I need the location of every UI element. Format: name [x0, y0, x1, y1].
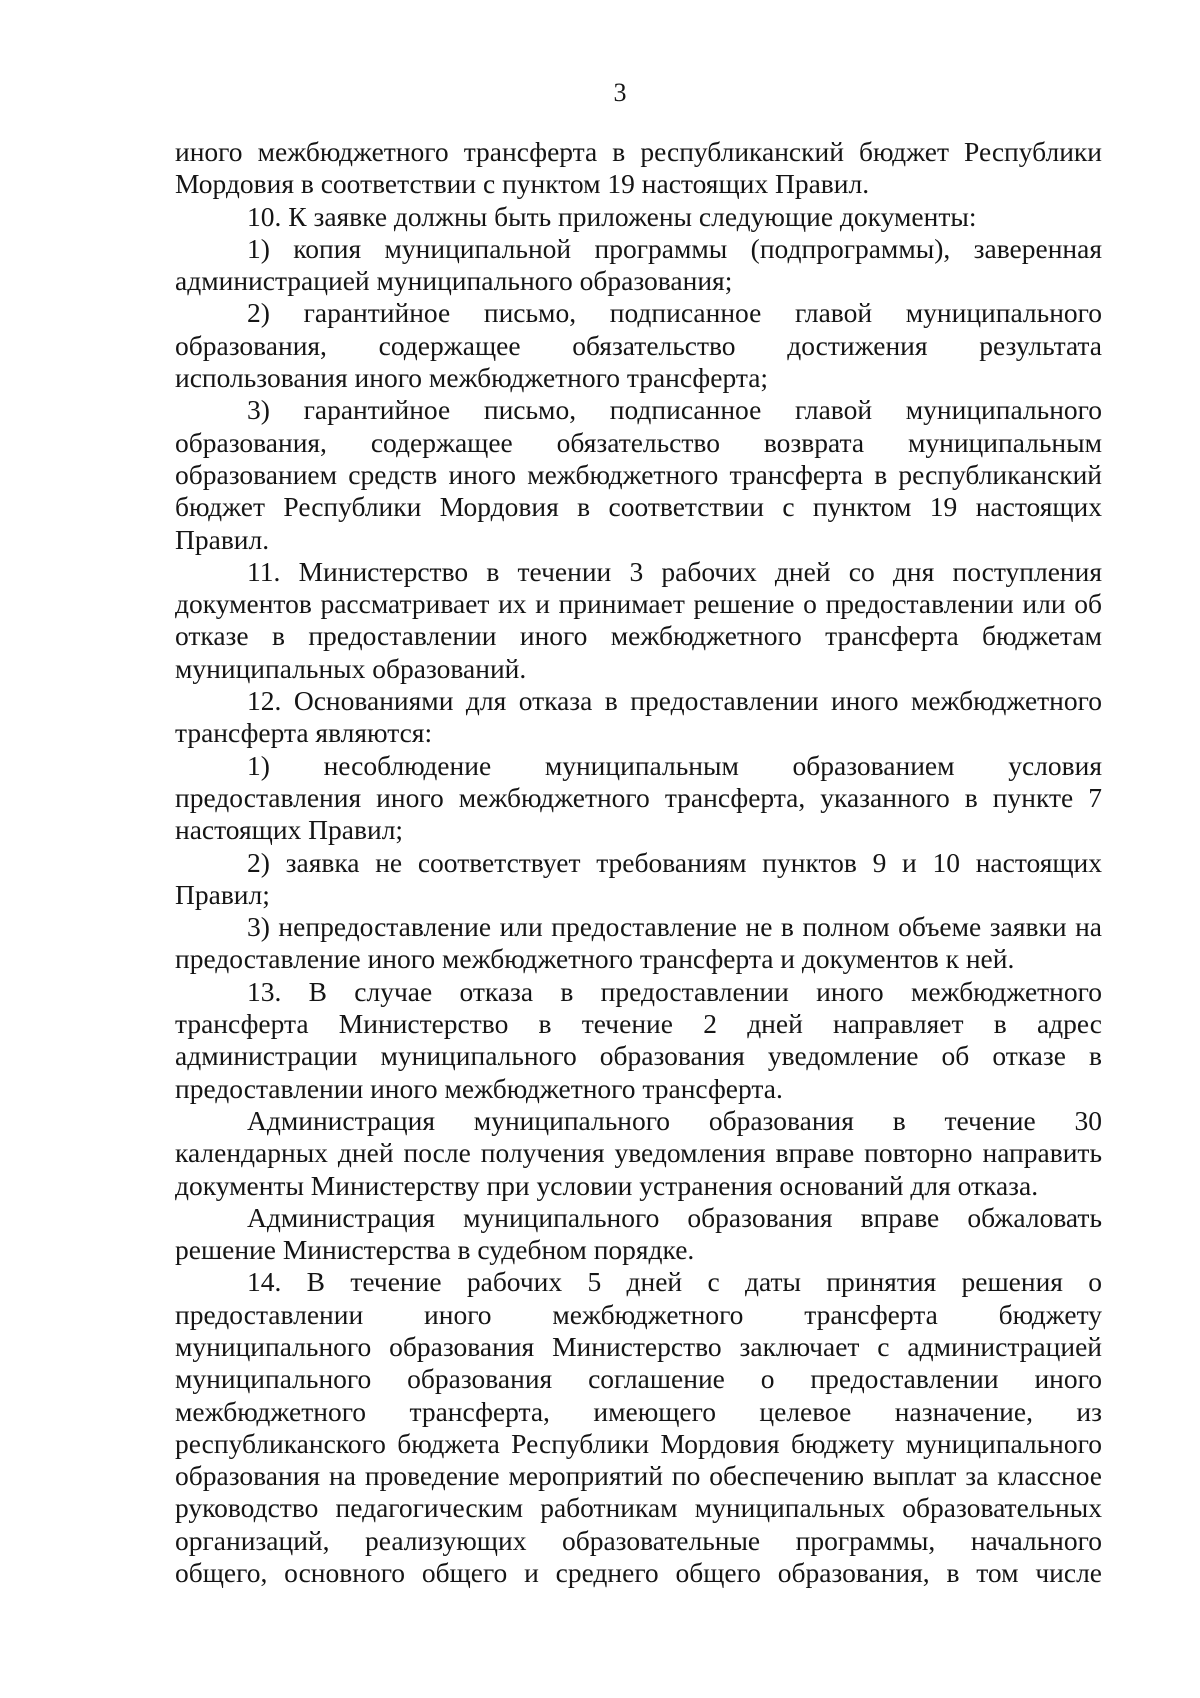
text-line: иного межбюджетного трансферта в республиканский бюджет Республики — [175, 136, 1102, 167]
text-line: администрации муниципального образования уведомление об отказе в — [175, 1040, 1102, 1072]
text-line: 11. Министерство в течении 3 рабочих дней со дня поступления — [247, 555, 1102, 587]
text-line: бюджет Республики Мордовия в соответствии с пунктом 19 настоящих — [175, 491, 1102, 523]
text-line: предоставления иного межбюджетного трансферта, указанного в пункте 7 — [175, 781, 1102, 813]
text-line: документов рассматривает их и принимает решение о предоставлении или об — [175, 588, 1102, 620]
text-line: руководство педагогическим работникам муниципальных образовательных — [175, 1492, 1102, 1524]
text-line: календарных дней после получения уведомления вправе повторно направить — [175, 1137, 1102, 1169]
page-number: 3 — [613, 78, 627, 107]
text-line: муниципальных образований. — [175, 652, 527, 684]
text-line: муниципального образования Министерство заключает с администрацией — [175, 1330, 1102, 1362]
text-line: отказе в предоставлении иного межбюджетного трансферта бюджетам — [175, 620, 1102, 652]
text-line: 3) гарантийное письмо, подписанное главой муниципального — [247, 394, 1102, 426]
text-line: решение Министерства в судебном порядке. — [175, 1234, 695, 1266]
text-line: республиканского бюджета Республики Мордовия бюджету муниципального — [175, 1427, 1102, 1459]
text-line: настоящих Правил; — [175, 814, 404, 846]
document-body — [175, 136, 1102, 1589]
text-line: администрацией муниципального образования; — [175, 265, 733, 297]
text-line: 12. Основаниями для отказа в предоставлении иного межбюджетного — [247, 685, 1102, 717]
text-line: 1) несоблюдение муниципальным образованием условия — [247, 749, 1102, 781]
text-line: образования на проведение мероприятий по обеспечению выплат за классное — [175, 1460, 1102, 1492]
text-line: муниципального образования соглашение о предоставлении иного — [175, 1363, 1102, 1395]
text-line: документы Министерству при условии устранения оснований для отказа. — [175, 1169, 1039, 1201]
text-line: общего, основного общего и среднего общего образования, в том числе — [175, 1557, 1102, 1589]
text-line: образования, содержащее обязательство возврата муниципальным — [175, 426, 1102, 458]
text-line: Администрация муниципального образования в течение 30 — [247, 1104, 1102, 1136]
text-line: использования иного межбюджетного трансферта; — [175, 362, 769, 394]
text-line: Правил. — [175, 523, 270, 555]
text-line: Мордовия в соответствии с пунктом 19 настоящих Правил. — [175, 168, 870, 200]
text-line: трансферта являются: — [175, 717, 433, 749]
text-line: предоставлении иного межбюджетного трансферта. — [175, 1072, 783, 1104]
text-line: 14. В течение рабочих 5 дней с даты принятия решения о — [247, 1266, 1102, 1298]
text-line: Правил; — [175, 878, 270, 910]
text-line: Администрация муниципального образования вправе обжаловать — [247, 1201, 1102, 1233]
text-line: 10. К заявке должны быть приложены следующие документы: — [247, 200, 977, 232]
text-line: предоставление иного межбюджетного трансферта и документов к ней. — [175, 943, 1015, 975]
text-line: трансферта Министерство в течение 2 дней направляет в адрес — [175, 1008, 1102, 1040]
text-line: организаций, реализующих образовательные программы, начального — [175, 1524, 1102, 1556]
text-line: межбюджетного трансферта, имеющего целевое назначение, из — [175, 1395, 1102, 1427]
text-line: 1) копия муниципальной программы (подпрограммы), заверенная — [247, 232, 1102, 264]
text-line: образованием средств иного межбюджетного трансферта в республиканский — [175, 458, 1102, 490]
text-line: 2) заявка не соответствует требованиям пунктов 9 и 10 настоящих — [247, 846, 1102, 878]
text-line: образования, содержащее обязательство достижения результата — [175, 329, 1102, 361]
text-line: предоставлении иного межбюджетного трансферта бюджету — [175, 1298, 1102, 1330]
text-line: 3) непредоставление или предоставление не в полном объеме заявки на — [247, 911, 1102, 943]
text-line: 13. В случае отказа в предоставлении иного межбюджетного — [247, 975, 1102, 1007]
text-line: 2) гарантийное письмо, подписанное главой муниципального — [247, 297, 1102, 329]
